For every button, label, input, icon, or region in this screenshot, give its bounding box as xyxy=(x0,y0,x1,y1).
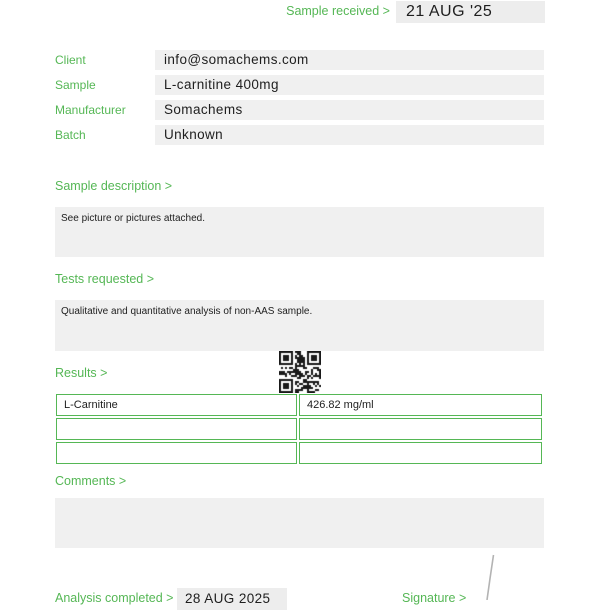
info-row-batch xyxy=(0,125,600,145)
result-value-cell xyxy=(299,418,542,440)
result-value-cell xyxy=(299,442,542,464)
manufacturer-label: Manufacturer xyxy=(55,103,126,117)
batch-value: Unknown xyxy=(155,125,544,145)
client-info-section xyxy=(0,50,600,150)
sample-description-heading: Sample description > xyxy=(55,179,173,193)
result-analyte-cell xyxy=(56,442,297,464)
sample-description-box: See picture or pictures attached. xyxy=(55,207,544,257)
result-analyte-cell: L-Carnitine xyxy=(56,394,297,416)
signature-label: Signature > xyxy=(402,591,467,605)
batch-label: Batch xyxy=(55,128,86,142)
result-value-cell: 426.82 mg/ml xyxy=(299,394,542,416)
client-value: info@somachems.com xyxy=(155,50,544,70)
analysis-completed-date: 28 AUG 2025 xyxy=(177,588,287,610)
table-row xyxy=(56,442,542,464)
sample-label: Sample xyxy=(55,78,96,92)
info-row-sample xyxy=(0,75,600,95)
results-heading: Results > xyxy=(55,366,108,380)
sample-value: L-carnitine 400mg xyxy=(155,75,544,95)
signature-pen-stroke-icon xyxy=(480,552,510,600)
comments-box xyxy=(55,498,544,548)
analysis-completed-label: Analysis completed > xyxy=(55,591,174,605)
result-analyte-cell xyxy=(56,418,297,440)
sample-received-label: Sample received > xyxy=(286,4,390,18)
tests-requested-heading: Tests requested > xyxy=(55,272,155,286)
sample-received-date: 21 AUG '25 xyxy=(396,1,545,23)
info-row-manufacturer xyxy=(0,100,600,120)
tests-requested-box: Qualitative and quantitative analysis of non-AAS sample. xyxy=(55,300,544,351)
comments-heading: Comments > xyxy=(55,474,127,488)
results-table xyxy=(54,392,544,466)
table-row xyxy=(56,394,542,416)
table-row xyxy=(56,418,542,440)
manufacturer-value: Somachems xyxy=(155,100,544,120)
client-label: Client xyxy=(55,53,86,67)
qr-code-icon xyxy=(279,351,321,393)
info-row-client xyxy=(0,50,600,70)
